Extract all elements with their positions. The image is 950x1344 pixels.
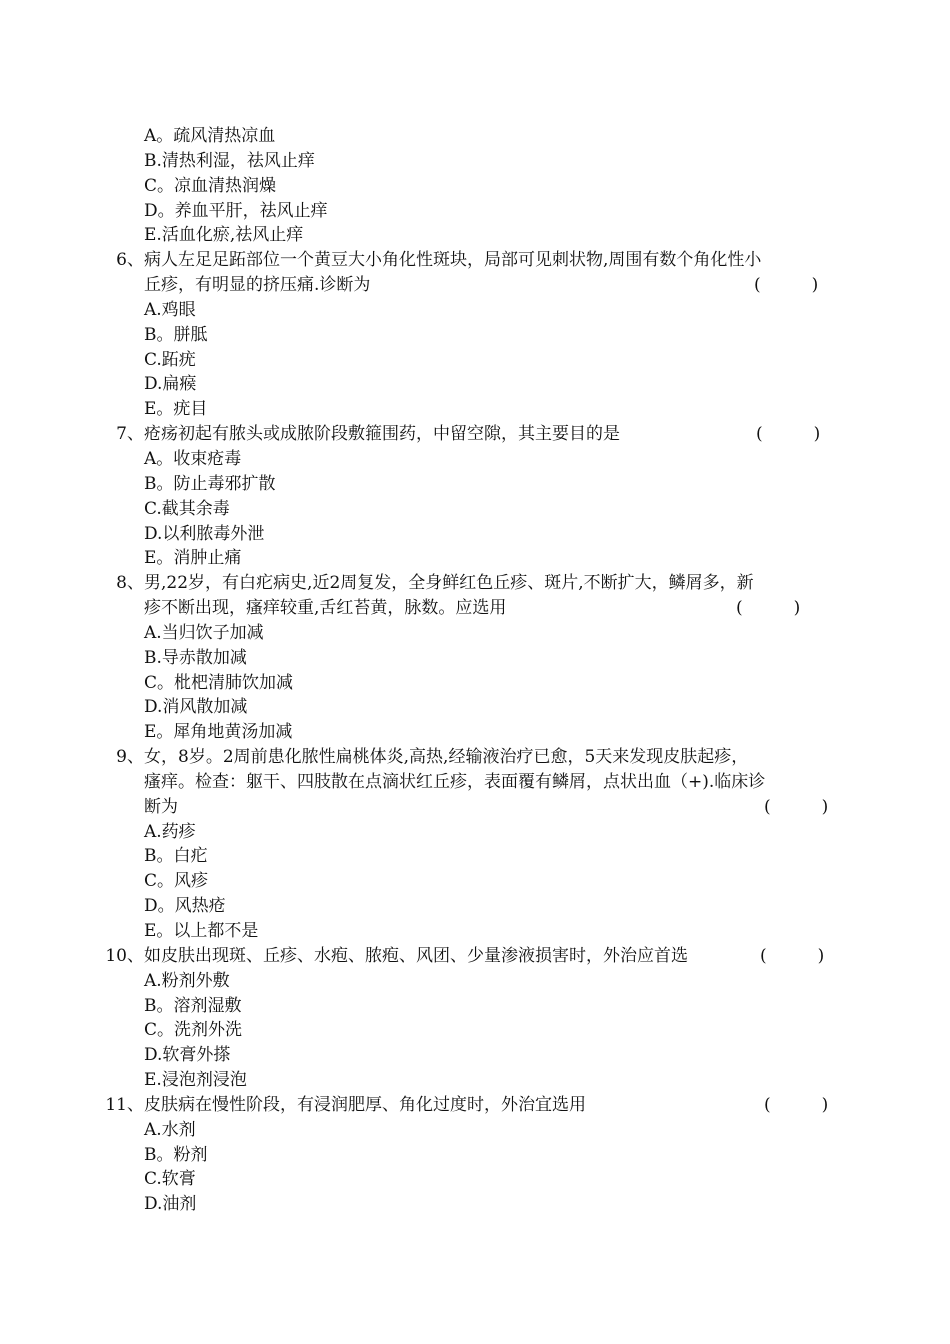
question-9 [0,745,950,770]
option-line: B。溶剂湿敷 [144,995,242,1016]
question-text: 皮肤病在慢性阶段，有浸润肥厚、角化过度时，外治宜选用 [144,1094,586,1115]
option-line: B。白疕 [144,846,208,867]
option-line: E.浸泡剂浸泡 [144,1070,247,1091]
option-line: D.扁瘊 [144,374,197,395]
option-line: C。洗剂外洗 [144,1020,243,1041]
option-line: C。枇杷清肺饮加减 [144,672,294,693]
option-line: D.以利脓毒外泄 [144,523,265,544]
question-text: 如皮肤出现斑、丘疹、水疱、脓疱、风团、少量渗液损害时，外治应首选 [144,945,688,966]
option-line: D.油剂 [144,1194,197,1215]
option-line: D.消风散加减 [144,697,248,718]
question-text: 病人左足足跖部位一个黄豆大小角化性斑块，局部可见刺状物,周围有数个角化性小 [144,250,762,271]
option-line: D。养血平肝，祛风止痒 [144,200,328,221]
option-line: B。防止毒邪扩散 [144,473,276,494]
question-number: 11、 [105,1094,144,1115]
question-text: 男,22岁，有白疕病史,近2周复发，全身鲜红色丘疹、斑片,不断扩大，鳞屑多，新 [144,573,754,594]
question-number: 10、 [105,945,144,966]
question-text: 瘙痒。检查：躯干、四肢散在点滴状红丘疹，表面覆有鳞屑，点状出血（+).临床诊 [144,771,766,792]
question-6 [0,248,950,273]
option-line: A。收束疮毒 [144,448,242,469]
option-line: C.软膏 [144,1169,196,1190]
option-line: E。犀角地黄汤加减 [144,722,293,743]
answer-blank: ( ) [754,275,819,296]
option-line: B。粉剂 [144,1144,208,1165]
option-line: C。风疹 [144,871,209,892]
option-line: B.导赤散加减 [144,647,247,668]
option-line: B.清热利湿，祛风止痒 [144,150,315,171]
question-11 [0,1093,950,1118]
option-line: D。风热疮 [144,896,226,917]
option-line: E。以上都不是 [144,921,259,941]
option-line: E。疣目 [144,399,208,420]
option-line: D.软膏外搽 [144,1045,231,1066]
document-page [0,124,950,1217]
option-line: E.活血化瘀,祛风止痒 [144,225,304,246]
question-number: 7、 [116,424,144,445]
option-line: A.当归饮子加减 [144,622,264,643]
question-text: 疹不断出现，瘙痒较重,舌红苔黄，脉数。应选用 [144,598,507,619]
option-line: B。胼胝 [144,324,208,345]
option-line: E。消肿止痛 [144,548,242,569]
question-10 [0,944,950,969]
option-line: A。疏风清热凉血 [144,126,276,146]
question-8 [0,571,950,596]
option-line: A.鸡眼 [144,299,196,320]
option-line: A.粉剂外敷 [144,970,230,991]
option-line: A.药疹 [144,821,196,842]
question-number: 6、 [116,250,144,271]
question-7 [0,422,950,447]
question-text: 疮疡初起有脓头或成脓阶段敷箍围药，中留空隙，其主要目的是 [144,424,620,445]
answer-blank: ( ) [764,1094,829,1115]
answer-blank: ( ) [764,796,829,817]
answer-blank: ( ) [736,598,801,619]
question-number: 9、 [116,747,144,768]
option-line: A.水剂 [144,1119,196,1140]
option-line: C.截其余毒 [144,498,230,519]
question-number: 8、 [116,573,144,594]
option-line: C。凉血清热润燥 [144,175,277,196]
answer-blank: ( ) [756,424,821,445]
question-text: 断为 [144,796,178,817]
answer-blank: ( ) [760,945,825,966]
option-line: C.跖疣 [144,349,196,370]
question-text: 女，8岁。2周前患化脓性扁桃体炎,高热,经输液治疗已愈，5天来发现皮肤起疹， [144,747,749,768]
question-text: 丘疹，有明显的挤压痛.诊断为 [144,275,371,296]
